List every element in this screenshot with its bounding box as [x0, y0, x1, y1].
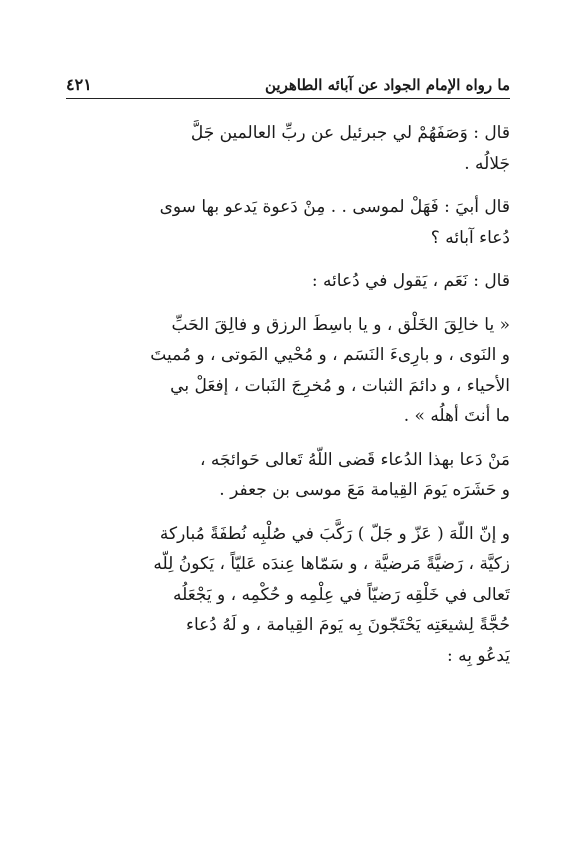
text-line: ما أنتَ أهلُه » .: [403, 406, 510, 426]
text-line: و النَوى ، و بارِىءَ النَسَم ، و مُحْيي المَوتى ، و مُميتَ: [150, 345, 510, 365]
text-line: و حَشَرَه يَومَ القِيامة مَعَ موسى بن جعفر .: [219, 480, 510, 500]
text-line: يَدعُو بِه :: [447, 645, 510, 666]
text-line: و إنّ اللّهَ ( عَزّ و جَلّ ) رَكَّبَ في صُلْبِه نُطفَةً مُباركة: [159, 523, 510, 544]
paragraph: [66, 310, 510, 432]
paragraph: [66, 192, 510, 253]
text-line: قال : نَعَم ، يَقول في دُعائه :: [311, 271, 510, 291]
text-line: دُعاء آبائه ؟: [430, 227, 510, 248]
text-line: حُجَّةً لِشيعَتِه يَحْتَجّونَ بِه يَومَ القِيامة ، و لَهُ دُعاء: [185, 615, 510, 635]
paragraph: [66, 445, 510, 506]
text-line: زكيَّة ، رَضيَّةً مَرضيَّة ، و سَمّاها عِندَه عَليّاً ، يَكونُ لِلّه: [153, 554, 510, 574]
page-number: ٤٢١: [66, 75, 92, 94]
text-line: مَنْ دَعا بهذا الدُعاء قَضى اللّهُ تَعالى حَوائجَه ،: [200, 449, 510, 470]
paragraph: [66, 118, 510, 179]
text-line: الأحياء ، و دائمَ الثبات ، و مُخرِجَ النَبات ، إفعَلْ بي: [170, 375, 510, 396]
text-line: قال : وَصَفَهُمْ لي جبرئيل عن ربِّ العالمين جَلَّ: [190, 123, 510, 143]
text-line: جَلالُه .: [464, 153, 510, 174]
text-line: قال أبيَ : فَهَلْ لموسى . . مِنْ دَعوة يَدعو بها سوى: [159, 197, 510, 217]
body-text: [66, 118, 510, 684]
paragraph: [66, 266, 510, 297]
text-line: « يا خالِقَ الخَلْق ، و يا باسِطَ الرزق و فالِقَ الحَبِّ: [171, 314, 510, 335]
header-title: ما رواه الإمام الجواد عن آبائه الطاهرين: [265, 76, 510, 94]
running-header: [66, 64, 510, 99]
text-line: تَعالى في خَلْقِه رَضيّاً في عِلْمِه و حُكْمِه ، و يَجْعَلُه: [172, 584, 510, 605]
paragraph: [66, 519, 510, 672]
